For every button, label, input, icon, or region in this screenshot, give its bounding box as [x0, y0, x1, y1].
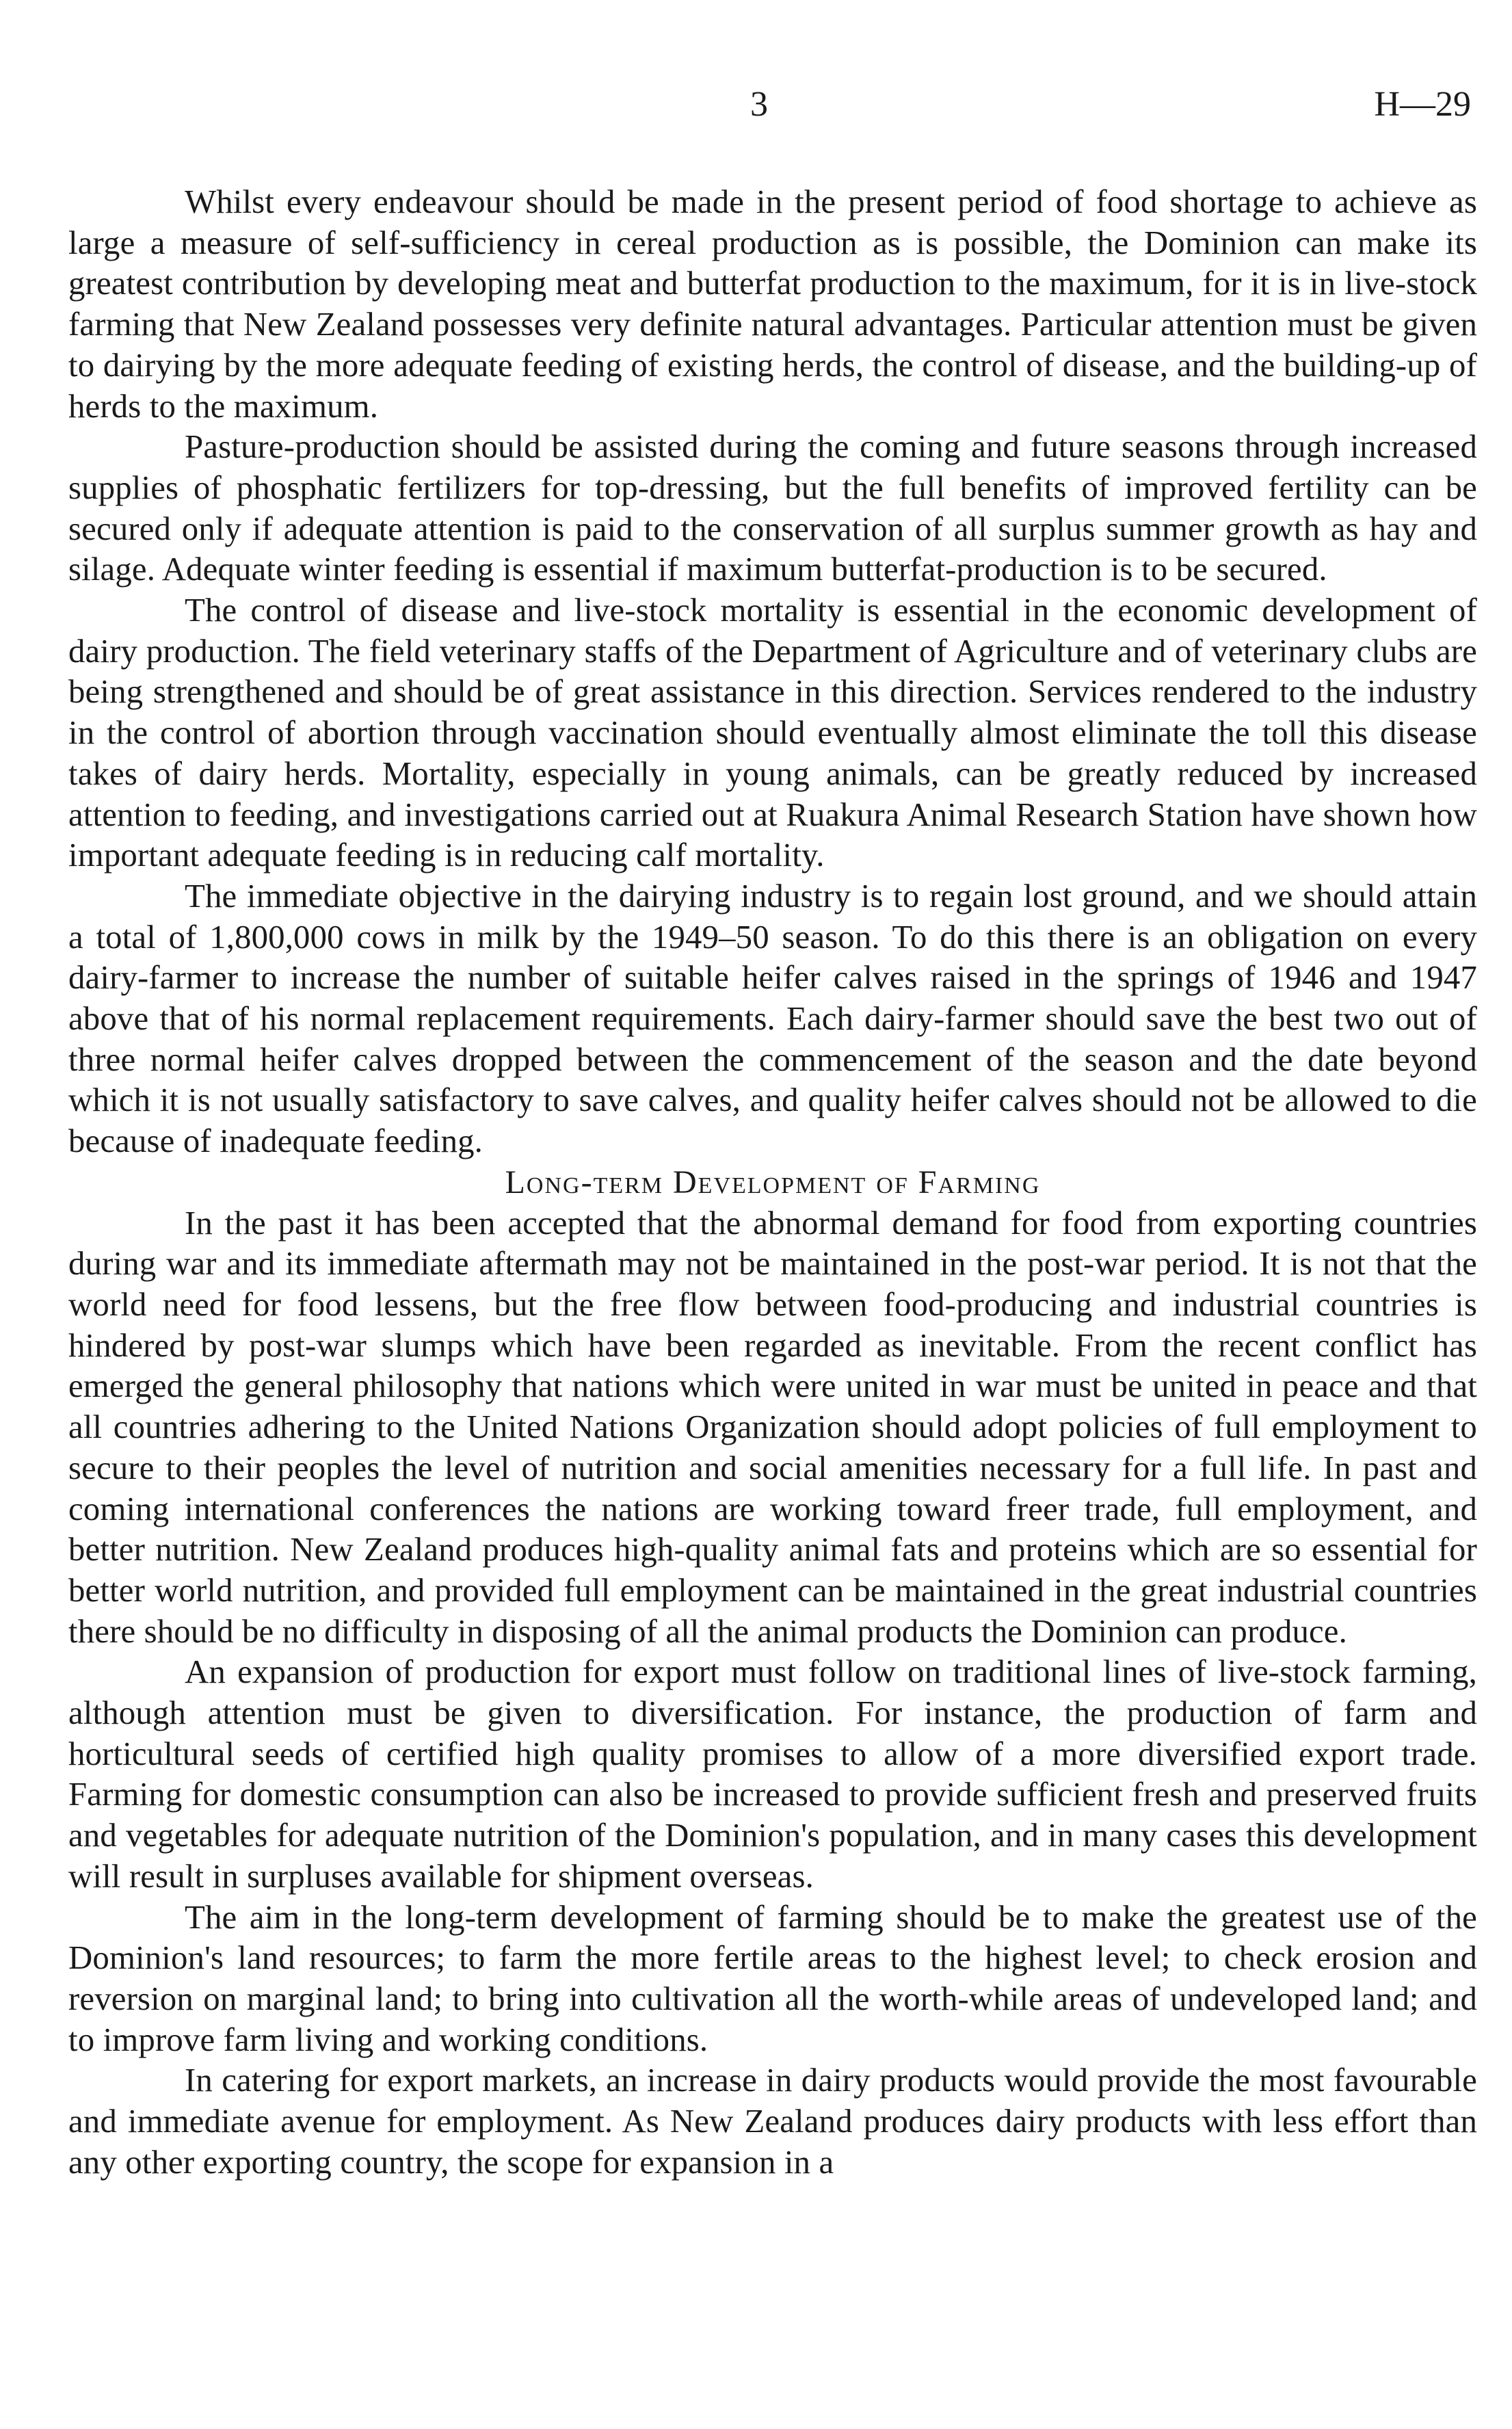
document-body	[68, 182, 1477, 2183]
paragraph-self-sufficiency: Whilst every endeavour should be made in the present period of food shortage to achieve as large a measure of self-sufficiency in cereal production as is possible, the Dominion can make its greatest contribution by developing meat and butterfat production to the maximum, for it is in live-stock farming that New Zealand possesses very definite natural advantages. Particular attention must be given to dairying by the more adequate feeding of existing herds, the control of disease, and the building-up of herds to the maximum.	[68, 183, 1477, 425]
paragraph-post-war-demand: In the past it has been accepted that the abnormal demand for food from exporting countries during war and its immediate aftermath may not be maintained in the post-war period. It is not that the world need for food lessens, but the free flow between food-producing and industrial countries is hindered by post-war slumps which have been regarded as inevitable. From the recent conflict has emerged the general philosophy that nations which were united in war must be united in peace and that all countries adhering to the United Nations Organization should adopt policies of full employment to secure to their peoples the level of nutrition and social amenities necessary for a full life. In past and coming international conferences the nations are working toward freer trade, full employment, and better nutrition. New Zealand produces high-quality animal fats and proteins which are so essential for better world nutrition, and provided full employment can be maintained in the great industrial countries there should be no difficulty in disposing of all the animal products the Dominion can produce.	[68, 1204, 1477, 1650]
paper-reference: H—29	[1374, 85, 1471, 124]
paragraph-disease-control: The control of disease and live-stock mortality is essential in the economic development of dairy production. The field veterinary staffs of the Department of Agriculture and of veterinary clubs are being strengthened and should be of great assistance in this direction. Services rendered to the industry in the control of abortion through vaccination should eventually almost eliminate the toll this disease takes of dairy herds. Mortality, especially in young animals, can be greatly reduced by increased attention to feeding, and investigations carried out at Ruakura Animal Research Station have shown how important adequate feeding is in reducing calf mortality.	[68, 592, 1477, 874]
paragraph-pasture-production: Pasture-production should be assisted during the coming and future seasons through increased supplies of phosphatic fertilizers for top-dressing, but the full benefits of improved fertility can be secured only if adequate attention is paid to the conservation of all surplus summer growth as hay and silage. Adequate winter feeding is essential if maximum butterfat-production is to be secured.	[68, 428, 1477, 588]
paragraph-export-markets: In catering for export markets, an increase in dairy products would provide the most favourable and immediate avenue for employment. As New Zealand produces dairy products with less effort than any other exporting country, the scope for expansion in a	[68, 2062, 1477, 2181]
paragraph-export-expansion: An expansion of production for export must follow on traditional lines of live-stock farming, although attention must be given to diversification. For instance, the production of farm and horticultural seeds of certified high quality promises to allow of a more diversified export trade. Farming for domestic consumption can also be increased to provide sufficient fresh and preserved fruits and vegetables for adequate nutrition of the Dominion's population, and in many cases this development will result in surpluses available for shipment overseas.	[68, 1653, 1477, 1895]
page-number: 3	[750, 85, 768, 124]
section-heading: Long-term Development of Farming	[505, 1164, 1041, 1200]
page-header	[0, 81, 1512, 129]
paragraph-dairying-objective: The immediate objective in the dairying industry is to regain lost ground, and we should attain a total of 1,800,000 cows in milk by the 1949–50 season. To do this there is an obligation on every dairy-farmer to increase the number of suitable heifer calves raised in the springs of 1946 and 1947 above that of his normal replacement requirements. Each dairy-farmer should save the best two out of three normal heifer calves dropped between the commencement of the season and the date beyond which it is not usually satisfactory to save calves, and quality heifer calves should not be allowed to die because of inadequate feeding.	[68, 877, 1477, 1160]
paragraph-land-resources: The aim in the long-term development of farming should be to make the greatest use of the Dominion's land resources; to farm the more fertile areas to the highest level; to check erosion and reversion on marginal land; to bring into cultivation all the worth-while areas of undeveloped land; and to improve farm living and working conditions.	[68, 1898, 1477, 2058]
